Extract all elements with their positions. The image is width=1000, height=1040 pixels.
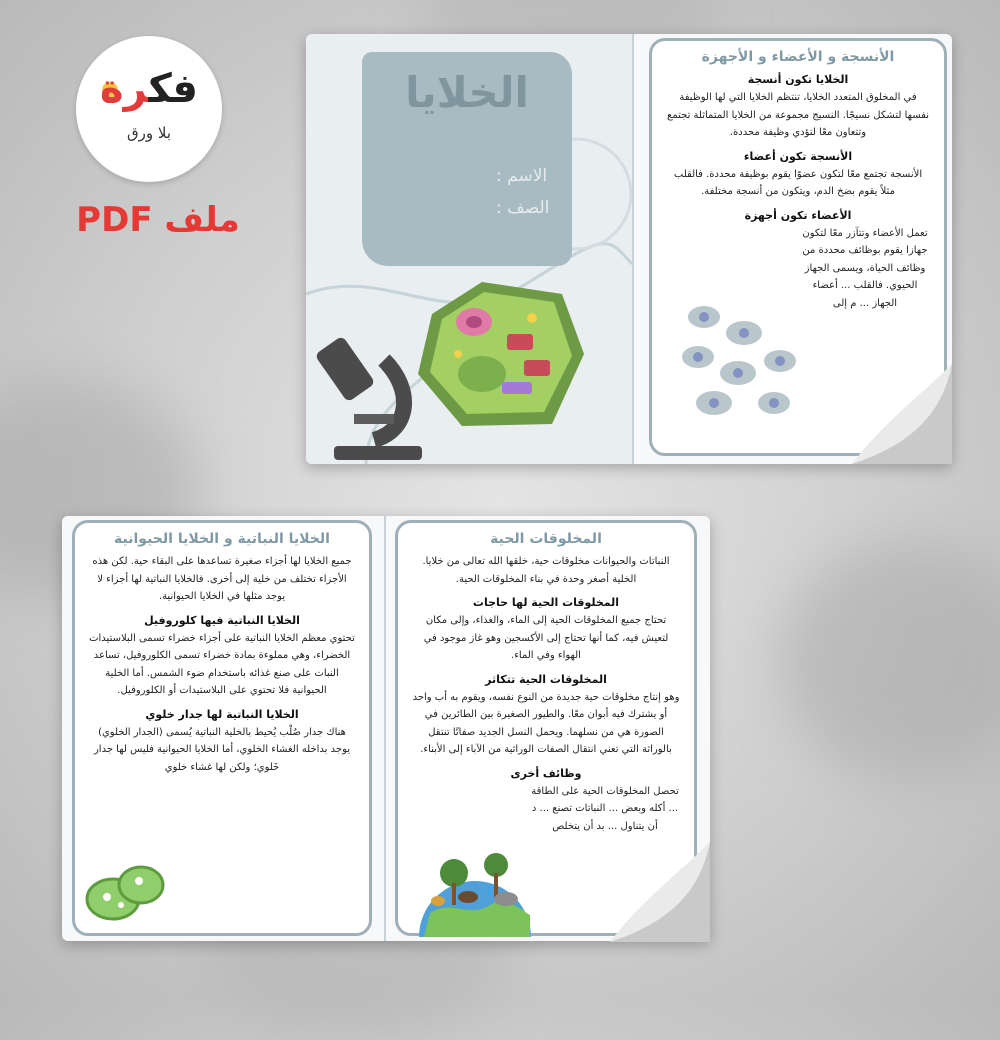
panel-title: الخلايا النباتية و الخلايا الحيوانية: [114, 531, 330, 547]
file-type-label: ملف PDF: [76, 200, 240, 240]
fold-line: [384, 516, 386, 941]
section-heading: الأعضاء تكون أجهزة: [744, 208, 852, 222]
plant-cell-icon: [412, 274, 588, 434]
intro-text: جميع الخلايا لها أجزاء صغيرة تساعدها على البقاء حية. لكن هذه الأجزاء تختلف من خلية إلى أخرى. فالخلايا النباتية لها أجزاء لا يوجد مثلها في الخلايا الحيوانية.: [92, 556, 352, 602]
section-text: تعمل الأعضاء وتتآزر معًا لتكون جهازا يقوم بوظائف محددة من وظائف الحياة، ويسمى الجهاز الحيوي. فالقلب ... أعضاء الجهاز ... م إلى: [802, 227, 928, 309]
section-text: تحصل المخلوقات الحية على الطاقة ... أكله وبعض ... النباتات تصنع ... د أن يتناول ... بد أن يتخلص: [531, 785, 679, 832]
logo-wordmark: [76, 66, 222, 112]
section-heading: الخلايا النباتية لها جدار خلوي: [145, 707, 299, 721]
section-heading: المخلوقات الحية لها حاجات: [472, 596, 620, 609]
plant-animal-cells-panel: [72, 520, 372, 936]
section-text: في المخلوق المتعدد الخلايا، تنتظم الخلايا التي لها الوظيفة نفسها لتشكل نسيجًا. النسيج مجموعة من الخلايا المتماثلة تجتمع وتتعاون معًا لتؤدي وظيفة محددة.: [667, 92, 929, 138]
microscope-icon: [314, 330, 426, 462]
section-text: هناك جدار صُلْب يُحيط بالخلية النباتية يُسمى (الجدار الخلوي) يوجد بداخله الغشاء الخلوي، أما الخلايا الحيوانية فليس لها جدار خَلوي؛ ولكن لها غشاء خلوي: [93, 726, 351, 773]
panel-title: المخلوقات الحية: [490, 531, 602, 547]
tissue-cells-icon: [674, 297, 834, 427]
section-heading: الأنسجة تكون أعضاء: [743, 149, 853, 163]
fold-line: [632, 34, 634, 464]
section-heading: وظائف أخرى: [510, 766, 582, 780]
panel-title: الأنسجة و الأعضاء و الأجهزة: [701, 49, 895, 65]
section-heading: الخلايا تكون أنسجة: [747, 73, 849, 86]
name-field-label: الاسم :: [496, 166, 548, 186]
booklet-sheet-front: [306, 34, 952, 464]
logo-text-red: رة: [100, 66, 149, 112]
section-heading: الخلايا النباتية فيها كلوروفيل: [144, 613, 300, 627]
class-field-label: الصف :: [496, 198, 550, 218]
cover-title: الخلايا: [405, 68, 529, 117]
bacteria-icon: [83, 853, 173, 933]
booklet-sheet-back: [62, 516, 710, 941]
brand-logo: [76, 36, 222, 182]
logo-subtitle: بلا ورق: [126, 124, 172, 142]
section-text: الأنسجة تجتمع معًا لتكون عضوًا يقوم بوظيفة محددة. فالقلب مثلاً يقوم بضخ الدم، ويتكون من أنسجة مختلفة.: [673, 168, 923, 197]
intro-text: النباتات والحيوانات مخلوقات حية، خلقها الله تعالى من خلايا. الخلية أصغر وحدة في بناء المخلوقات الحية.: [422, 556, 670, 585]
section-heading: المخلوقات الحية تتكاثر: [485, 672, 607, 686]
page-curl: [610, 842, 710, 942]
earth-animals-icon: [410, 843, 540, 937]
section-text: تحتاج جميع المخلوقات الحية إلى الماء، والغذاء، وإلى مكان لتعيش فيه، كما أنها تحتاج إلى الأكسجين وهو غاز موجود في الهواء وفي الماء.: [423, 615, 669, 661]
section-text: وهو إنتاج مخلوقات حية جديدة من النوع نفسه، ويقوم به أب واحد أو يشترك فيه أبوان معًا. والطيور الصغيرة بين الطائرين في الصورة هي من نسلهما. ويحمل النسل الجديد صفاتًا تنتقل بالوراثة التي تعني انتقال الصفات الوراثية من الآباء إلى الأبناء.: [412, 691, 680, 755]
page-curl: [852, 364, 952, 464]
section-text: تحتوي معظم الخلايا النباتية على أجزاء خضراء تسمى البلاستيدات الخضراء، وهي مملوءة بمادة خضراء تسمى الكلوروفيل، تساعد النبات على صنع غذائه باستخدام ضوء الشمس. أما الخلية الحيوانية فلا تحتوي على البلاستيدات أو الكلوروفيل.: [89, 632, 355, 696]
cover-panel: [306, 34, 632, 464]
logo-text-dark: فك: [148, 66, 198, 112]
